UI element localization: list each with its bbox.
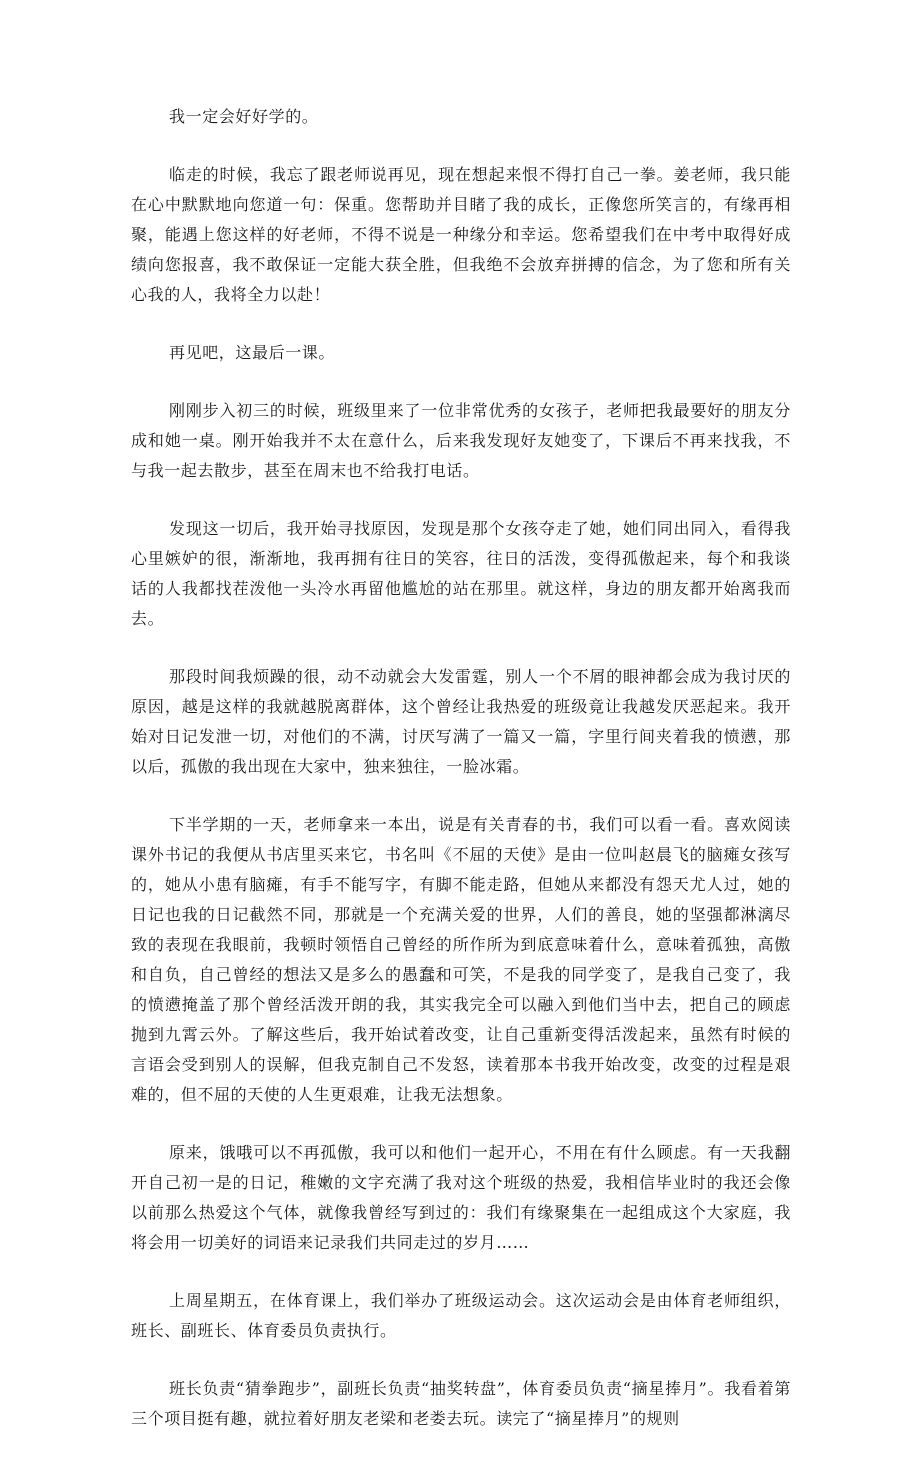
paragraph: 发现这一切后，我开始寻找原因，发现是那个女孩夺走了她，她们同出同入，看得我心里嫉妒的很，渐渐地，我再拥有往日的笑容，往日的活泼，变得孤傲起来，每个和我谈话的人我都找茬泼他一头冷水再留他尴尬的站在那里。就这样，身边的朋友都开始离我而去。 xyxy=(131,519,791,628)
paragraph: 再见吧，这最后一课。 xyxy=(169,343,336,362)
paragraph: 我一定会好好学的。 xyxy=(169,107,319,126)
paragraph: 临走的时候，我忘了跟老师说再见，现在想起来恨不得打自己一拳。姜老师，我只能在心中默默地向您道一句：保重。您帮助并目睹了我的成长，正像您所笑言的，有缘再相聚，能遇上您这样的好老师，不得不说是一种缘分和幸运。您希望我们在中考中取得好成绩向您报喜，我不敢保证一定能大获全胜，但我绝不会放弃拼搏的信念，为了您和所有关心我的人，我将全力以赴！ xyxy=(131,165,791,304)
paragraph: 那段时间我烦躁的很，动不动就会大发雷霆，别人一个不屑的眼神都会成为我讨厌的原因，越是这样的我就越脱离群体，这个曾经让我热爱的班级竟让我越发厌恶起来。我开始对日记发泄一切，对他们的不满，讨厌写满了一篇又一篇，字里行间夹着我的愤懑，那以后，孤傲的我出现在大家中，独来独往，一脸冰霜。 xyxy=(131,667,791,776)
paragraph: 下半学期的一天，老师拿来一本出，说是有关青春的书，我们可以看一看。喜欢阅读课外书记的我便从书店里买来它，书名叫《不屈的天使》是由一位叫赵晨飞的脑瘫女孩写的，她从小患有脑瘫，有手不能写字，有脚不能走路，但她从来都没有怨天尤人过，她的日记也我的日记截然不同，那就是一个充满关爱的世界，人们的善良，她的坚强都淋漓尽致的表现在我眼前，我顿时领悟自己曾经的所作所为到底意味着什么，意味着孤独，高傲和自负，自己曾经的想法又是多么的愚蠢和可笑，不是我的同学变了，是我自己变了，我的愤懑掩盖了那个曾经活泼开朗的我，其实我完全可以融入到他们当中去，把自己的顾虑抛到九霄云外。了解这些后，我开始试着改变，让自己重新变得活泼起来，虽然有时候的言语会受到别人的误解，但我克制自己不发怒，读着那本书我开始改变，改变的过程是艰难的，但不屈的天使的人生更艰难，让我无法想象。 xyxy=(131,815,791,1104)
paragraph: 刚刚步入初三的时候，班级里来了一位非常优秀的女孩子，老师把我最要好的朋友分成和她一桌。刚开始我并不太在意什么，后来我发现好友她变了，下课后不再来找我，不与我一起去散步，甚至在周末也不给我打电话。 xyxy=(131,401,791,480)
paragraph: 上周星期五，在体育课上，我们举办了班级运动会。这次运动会是由体育老师组织，班长、副班长、体育委员负责执行。 xyxy=(131,1291,791,1340)
paragraph: 班长负责“猜拳跑步”，副班长负责“抽奖转盘”，体育委员负责“摘星捧月”。我看着第三个项目挺有趣，就拉着好朋友老梁和老娄去玩。读完了“摘星捧月”的规则 xyxy=(131,1379,791,1428)
paragraph: 原来，饿哦可以不再孤傲，我可以和他们一起开心，不用在有什么顾虑。有一天我翻开自己初一是的日记，稚嫩的文字充满了我对这个班级的热爱，我相信毕业时的我还会像以前那么热爱这个气体，就像我曾经写到过的：我们有缘聚集在一起组成这个大家庭，我将会用一切美好的词语来记录我们共同走过的岁月…… xyxy=(131,1143,791,1252)
document-page xyxy=(131,102,791,1462)
